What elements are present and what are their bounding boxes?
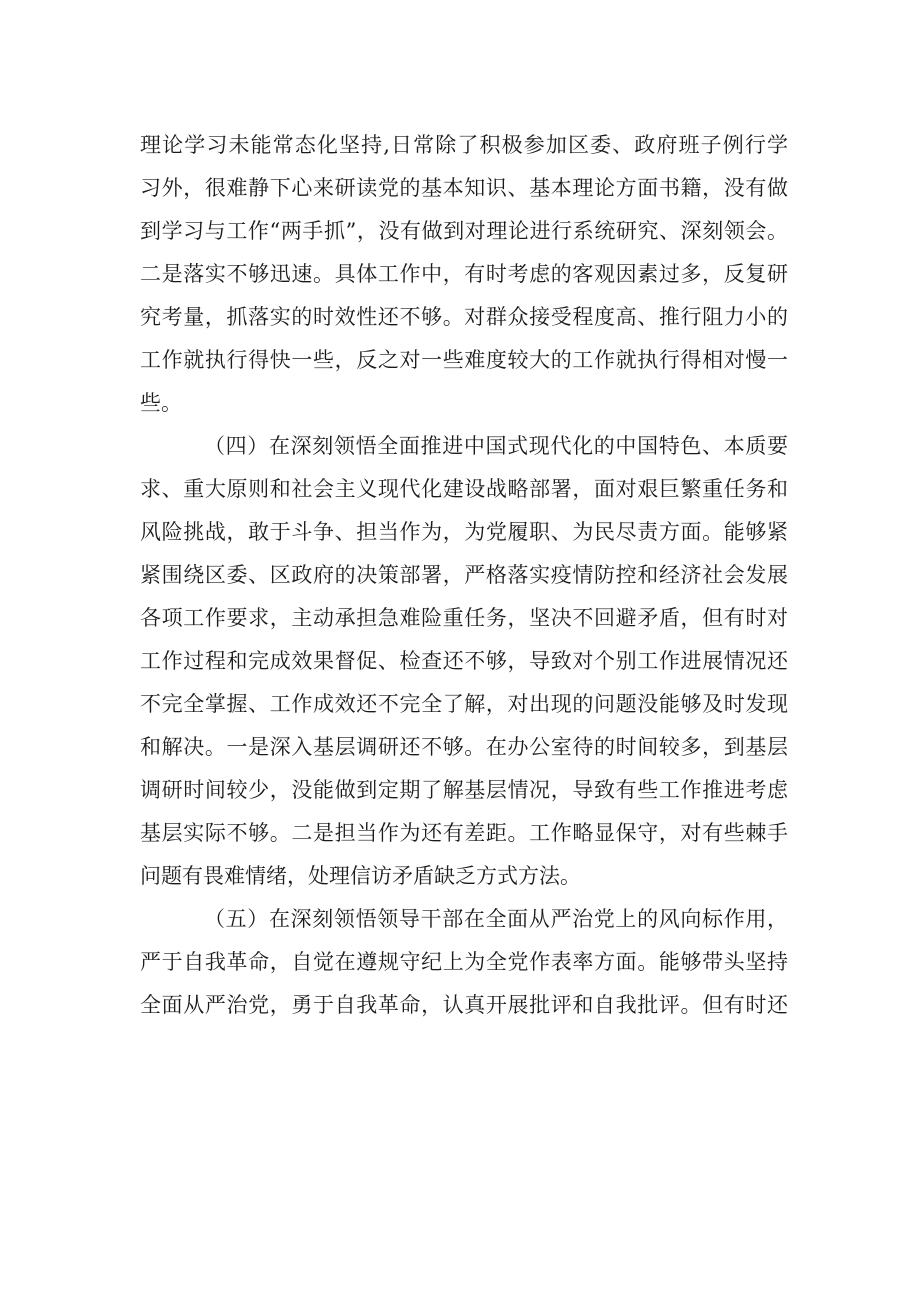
body-line: 不完全掌握、工作成效还不完全了解，对出现的问题没能够及时发现 [140,692,788,716]
body-line: 工作过程和完成效果督促、检查还不够，导致对个别工作进展情况还 [140,649,788,673]
body-line: 求、重大原则和社会主义现代化建设战略部署，面对艰巨繁重任务和 [140,477,788,501]
body-line: 全面从严治党，勇于自我革命，认真开展批评和自我批评。但有时还 [140,993,788,1017]
body-line: 和解决。一是深入基层调研还不够。在办公室待的时间较多，到基层 [140,735,788,759]
body-line: 到学习与工作“两手抓”，没有做到对理论进行系统研究、深刻领会。 [140,219,788,243]
body-line: 紧围绕区委、区政府的决策部署，严格落实疫情防控和经济社会发展 [140,563,788,587]
body-line: 严于自我革命，自觉在遵规守纪上为全党作表率方面。能够带头坚持 [140,950,788,974]
section-five-heading-line: （五）在深刻领悟领导干部在全面从严治党上的风向标作用， [204,907,788,931]
body-line: 习外，很难静下心来研读党的基本知识、基本理论方面书籍，没有做 [140,176,788,200]
body-line: 工作就执行得快一些，反之对一些难度较大的工作就执行得相对慢一 [140,348,788,372]
body-line: 各项工作要求，主动承担急难险重任务，坚决不回避矛盾，但有时对 [140,606,788,630]
body-line: 理论学习未能常态化坚持,日常除了积极参加区委、政府班子例行学 [140,133,788,157]
body-line: 究考量，抓落实的时效性还不够。对群众接受程度高、推行阻力小的 [140,305,788,329]
section-four-heading-line: （四）在深刻领悟全面推进中国式现代化的中国特色、本质要 [204,434,788,458]
body-line: 基层实际不够。二是担当作为还有差距。工作略显保守，对有些棘手 [140,821,788,845]
paragraph-end-line: 问题有畏难情绪，处理信访矛盾缺乏方式方法。 [140,864,581,888]
body-line: 调研时间较少，没能做到定期了解基层情况，导致有些工作推进考虑 [140,778,788,802]
body-line: 风险挑战，敢于斗争、担当作为，为党履职、为民尽责方面。能够紧 [140,520,788,544]
paragraph-end-line: 些。 [140,391,182,415]
document-body [140,124,788,1027]
body-line: 二是落实不够迅速。具体工作中，有时考虑的客观因素过多，反复研 [140,262,788,286]
